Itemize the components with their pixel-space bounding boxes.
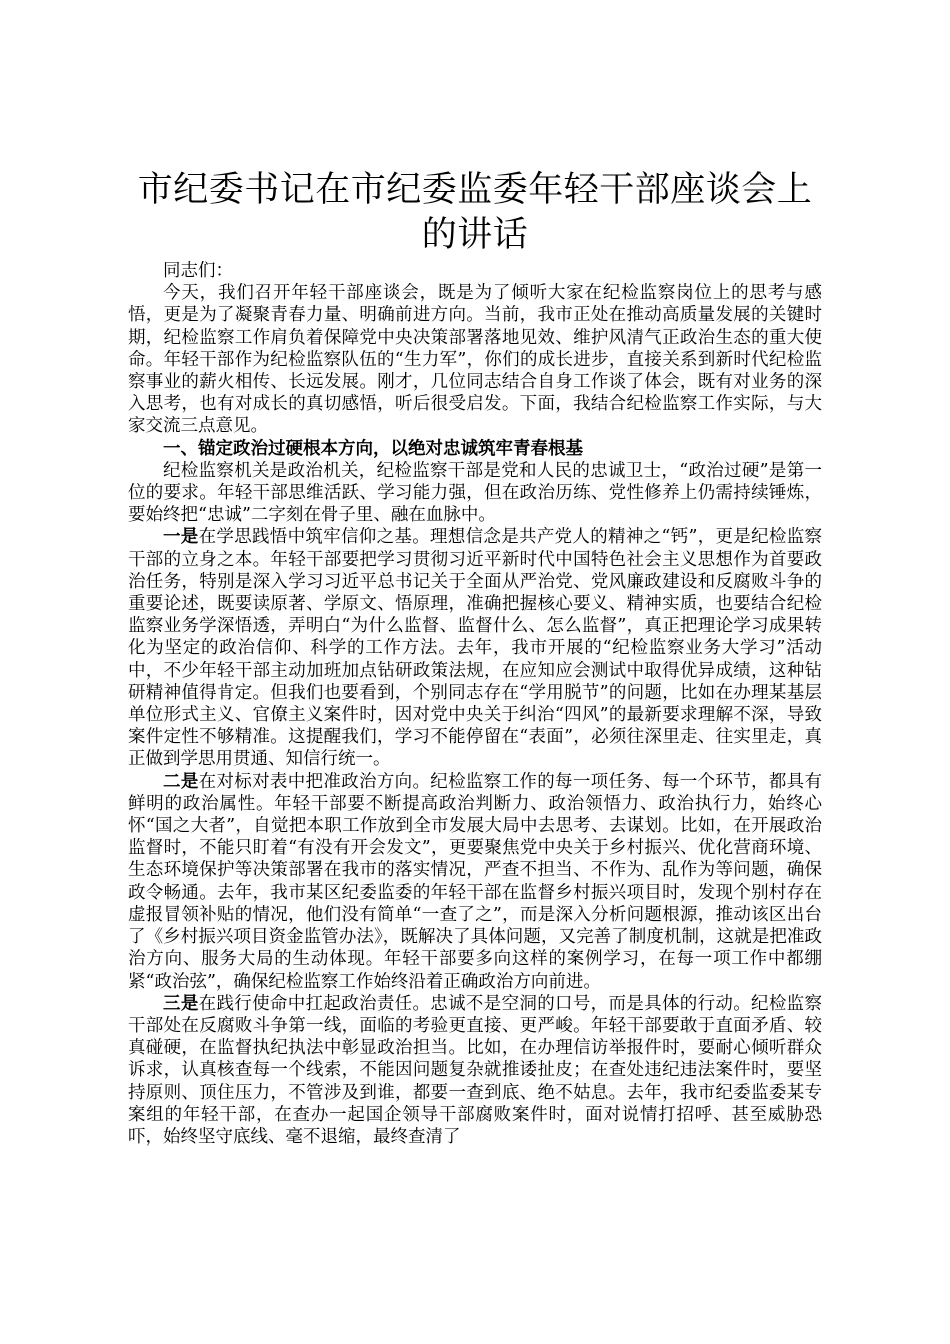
point-2-text: 在对标对表中把准政治方向。纪检监察工作的每一项任务、每一个环节，都具有鲜明的政治属性。年轻干部要不断提高政治判断力、政治领悟力、政治执行力，始终心怀“国之大者”，自觉把本职工作放到全市发展大局中去思考、去谋划。比如，在开展政治监督时，不能只盯着“有没有开会发文”，更要聚焦党中央关于乡村振兴、优化营商环境、生态环境保护等决策部署在我市的落实情况，严查不担当、不作为、乱作为等问题，确保政令畅通。去年，我市某区纪委监委的年轻干部在监督乡村振兴项目时，发现个别村存在虚报冒领补贴的情况，他们没有简单“一查了之”，而是深入分析问题根源，推动该区出台了《乡村振兴项目资金监管办法》，既解决了具体问题，又完善了制度机制，这就是把准政治方向、服务大局的生动体现。年轻干部要多向这样的案例学习，在每一项工作中都绷紧“政治弦”，确保纪检监察工作始终沿着正确政治方向前进。 xyxy=(128,771,822,992)
section-1-intro-paragraph: 纪检监察机关是政治机关，纪检监察干部是党和人民的忠诚卫士，“政治过硬”是第一位的要求。年轻干部思维活跃、学习能力强，但在政治历练、党性修养上仍需持续锤炼，要始终把“忠诚”二字刻在骨子里、融在血脉中。 xyxy=(128,460,822,526)
point-1-paragraph xyxy=(128,526,822,770)
point-2-lead: 二是 xyxy=(163,771,199,792)
salutation: 同志们： xyxy=(163,261,233,281)
point-3-paragraph xyxy=(128,993,822,1148)
document-title: 市纪委书记在市纪委监委年轻干部座谈会上的讲话 xyxy=(137,170,813,255)
intro-paragraph: 今天，我们召开年轻干部座谈会，既是为了倾听大家在纪检监察岗位上的思考与感悟，更是为了凝聚青春力量、明确前进方向。当前，我市正处在推动高质量发展的关键时期，纪检监察工作肩负着保障党中央决策部署落地见效、维护风清气正政治生态的重大使命。年轻干部作为纪检监察队伍的“生力军”，你们的成长进步，直接关系到新时代纪检监察事业的薪火相传、长远发展。刚才，几位同志结合自身工作谈了体会，既有对业务的深入思考，也有对成长的真切感悟，听后很受启发。下面，我结合纪检监察工作实际，与大家交流三点意见。 xyxy=(128,283,822,437)
document-body xyxy=(128,260,822,1148)
point-3-lead: 三是 xyxy=(163,993,199,1014)
document-page xyxy=(128,168,822,1148)
point-2-paragraph xyxy=(128,771,822,993)
section-heading-1: 一、锚定政治过硬根本方向，以绝对忠诚筑牢青春根基 xyxy=(163,438,583,459)
point-3-text: 在践行使命中扛起政治责任。忠诚不是空洞的口号，而是具体的行动。纪检监察干部处在反腐败斗争第一线，面临的考验更直接、更严峻。年轻干部要敢于直面矛盾、较真碰硬，在监督执纪执法中彰显政治担当。比如，在办理信访举报件时，要耐心倾听群众诉求，认真核查每一个线索，不能因问题复杂就推诿扯皮；在查处违纪违法案件时，要坚持原则、顶住压力，不管涉及到谁，都要一查到底、绝不姑息。去年，我市纪委监委某专案组的年轻干部，在查办一起国企领导干部腐败案件时，面对说情打招呼、甚至威胁恐吓，始终坚守底线、毫不退缩，最终查清了 xyxy=(128,993,822,1147)
point-1-lead: 一是 xyxy=(163,527,199,548)
point-1-text: 在学思践悟中筑牢信仰之基。理想信念是共产党人的精神之“钙”，更是纪检监察干部的立身之本。年轻干部要把学习贯彻习近平新时代中国特色社会主义思想作为首要政治任务，特别是深入学习习近平总书记关于全面从严治党、党风廉政建设和反腐败斗争的重要论述，既要读原著、学原文、悟原理，准确把握核心要义、精神实质，也要结合纪检监察业务学深悟透，弄明白“为什么监督、监督什么、怎么监督”，真正把理论学习成果转化为坚定的政治信仰、科学的工作方法。去年，我市开展的“纪检监察业务大学习”活动中，不少年轻干部主动加班加点钻研政策法规，在应知应会测试中取得优异成绩，这种钻研精神值得肯定。但我们也要看到，个别同志存在“学用脱节”的问题，比如在办理某基层单位形式主义、官僚主义案件时，因对党中央关于纠治“四风”的最新要求理解不深，导致案件定性不够精准。这提醒我们，学习不能停留在“表面”，必须往深里走、往实里走，真正做到学思用贯通、知信行统一。 xyxy=(128,527,823,770)
